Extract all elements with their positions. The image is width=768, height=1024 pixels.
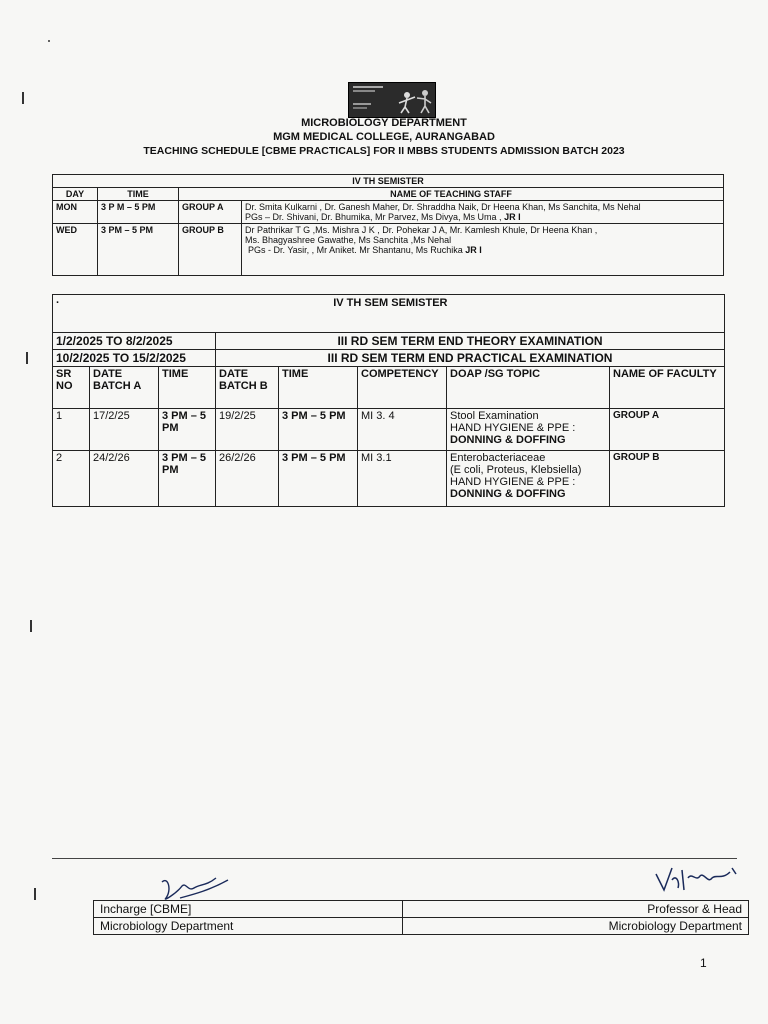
staff-row-time: 3 PM – 5 PM bbox=[98, 224, 179, 276]
row-time-a: 3 PM – 5 PM bbox=[159, 451, 216, 507]
staff-row-day: MON bbox=[53, 201, 98, 224]
schedule-title: TEACHING SCHEDULE [CBME PRACTICALS] FOR II MBBS STUDENTS ADMISSION BATCH 2023 bbox=[143, 145, 625, 157]
signature-table bbox=[93, 900, 749, 935]
header-time-b: TIME bbox=[279, 367, 358, 409]
topic-line: HAND HYGIENE & PPE : bbox=[450, 422, 576, 434]
staff-names-line bbox=[245, 245, 720, 255]
row-faculty: GROUP A bbox=[610, 409, 725, 451]
margin-mark bbox=[30, 620, 32, 632]
row-sr: 2 bbox=[53, 451, 90, 507]
header-date-batch-a: DATE BATCH A bbox=[90, 367, 159, 409]
staff-jr-label: JR I bbox=[465, 245, 482, 255]
staff-row-time: 3 P M – 5 PM bbox=[98, 201, 179, 224]
header-staff: NAME OF TEACHING STAFF bbox=[179, 188, 724, 201]
header-faculty: NAME OF FACULTY bbox=[610, 367, 725, 409]
staff-row-names bbox=[242, 201, 724, 224]
head-department: Microbiology Department bbox=[403, 918, 749, 935]
staff-names-line: Ms. Bhagyashree Gawathe, Ms Sanchita ,Ms Nehal bbox=[245, 235, 452, 245]
topic-line: Enterobacteriaceae bbox=[450, 452, 546, 464]
topic-line: (E coli, Proteus, Klebsiella) bbox=[450, 464, 582, 476]
row-competency: MI 3. 4 bbox=[358, 409, 447, 451]
row-topic bbox=[447, 451, 610, 507]
exam-period-event: III RD SEM TERM END PRACTICAL EXAMINATION bbox=[216, 350, 725, 367]
header-topic: DOAP /SG TOPIC bbox=[447, 367, 610, 409]
incharge-department: Microbiology Department bbox=[94, 918, 403, 935]
schedule-semester: IV TH SEM SEMISTER bbox=[333, 297, 448, 309]
staff-pgs: PGs - Dr. Yasir, , Mr Aniket. Mr Shantanu, Ms Ruchika bbox=[248, 245, 466, 255]
staff-names-line: Dr Pathrikar T G ,Ms. Mishra J K , Dr. Pohekar J A, Mr. Kamlesh Khule, Dr Heena Khan , bbox=[245, 225, 598, 235]
incharge-title: Incharge [CBME] bbox=[94, 901, 403, 918]
head-signature bbox=[650, 860, 750, 900]
staff-table bbox=[52, 174, 724, 276]
exam-period-event: III RD SEM TERM END THEORY EXAMINATION bbox=[216, 333, 725, 350]
stray-mark: · bbox=[56, 297, 60, 309]
margin-mark bbox=[34, 888, 36, 900]
header-time: TIME bbox=[98, 188, 179, 201]
topic-line: DONNING & DOFFING bbox=[450, 488, 566, 500]
topic-line: HAND HYGIENE & PPE : bbox=[450, 476, 576, 488]
page-number: 1 bbox=[700, 956, 707, 970]
staff-names-line bbox=[245, 212, 720, 222]
schedule-table bbox=[52, 294, 725, 507]
row-competency: MI 3.1 bbox=[358, 451, 447, 507]
row-time-a: 3 PM – 5 PM bbox=[159, 409, 216, 451]
exam-period-dates: 1/2/2025 TO 8/2/2025 bbox=[53, 333, 216, 350]
table-row bbox=[53, 409, 725, 451]
row-topic bbox=[447, 409, 610, 451]
row-date-b: 26/2/26 bbox=[216, 451, 279, 507]
schedule-semester-cell bbox=[53, 295, 725, 333]
header-day: DAY bbox=[53, 188, 98, 201]
row-faculty: GROUP B bbox=[610, 451, 725, 507]
margin-mark bbox=[26, 352, 28, 364]
staff-names-line: Dr. Smita Kulkarni , Dr. Ganesh Maher, Dr. Shraddha Naik, Dr Heena Khan, Ms Sanchita, Ms Nehal bbox=[245, 202, 641, 212]
header-time-a: TIME bbox=[159, 367, 216, 409]
topic-line: DONNING & DOFFING bbox=[450, 434, 566, 446]
head-title: Professor & Head bbox=[403, 901, 749, 918]
department-title: MICROBIOLOGY DEPARTMENT bbox=[301, 117, 467, 129]
row-time-b: 3 PM – 5 PM bbox=[279, 451, 358, 507]
speck bbox=[48, 40, 50, 42]
exam-period-dates: 10/2/2025 TO 15/2/2025 bbox=[53, 350, 216, 367]
staff-row-day: WED bbox=[53, 224, 98, 276]
staff-row-group: GROUP B bbox=[179, 224, 242, 276]
margin-mark bbox=[22, 92, 24, 104]
divider-line bbox=[52, 858, 737, 859]
staff-jr-label: JR I bbox=[504, 212, 521, 222]
staff-row-names bbox=[242, 224, 724, 276]
topic-line: Stool Examination bbox=[450, 410, 539, 422]
row-time-b: 3 PM – 5 PM bbox=[279, 409, 358, 451]
college-title: MGM MEDICAL COLLEGE, AURANGABAD bbox=[273, 131, 495, 143]
row-date-a: 17/2/25 bbox=[90, 409, 159, 451]
row-date-b: 19/2/25 bbox=[216, 409, 279, 451]
staff-pgs: PGs – Dr. Shivani, Dr. Bhumika, Mr Parvez, Ms Divya, Ms Uma , bbox=[245, 212, 505, 222]
row-date-a: 24/2/26 bbox=[90, 451, 159, 507]
staff-row-group: GROUP A bbox=[179, 201, 242, 224]
row-sr: 1 bbox=[53, 409, 90, 451]
header-sr-no: SR NO bbox=[53, 367, 90, 409]
header-date-batch-b: DATE BATCH B bbox=[216, 367, 279, 409]
staff-table-semester: IV TH SEMISTER bbox=[53, 175, 724, 188]
college-logo-image bbox=[349, 83, 435, 117]
header-competency: COMPETENCY bbox=[358, 367, 447, 409]
college-logo bbox=[348, 82, 436, 118]
table-row bbox=[53, 451, 725, 507]
